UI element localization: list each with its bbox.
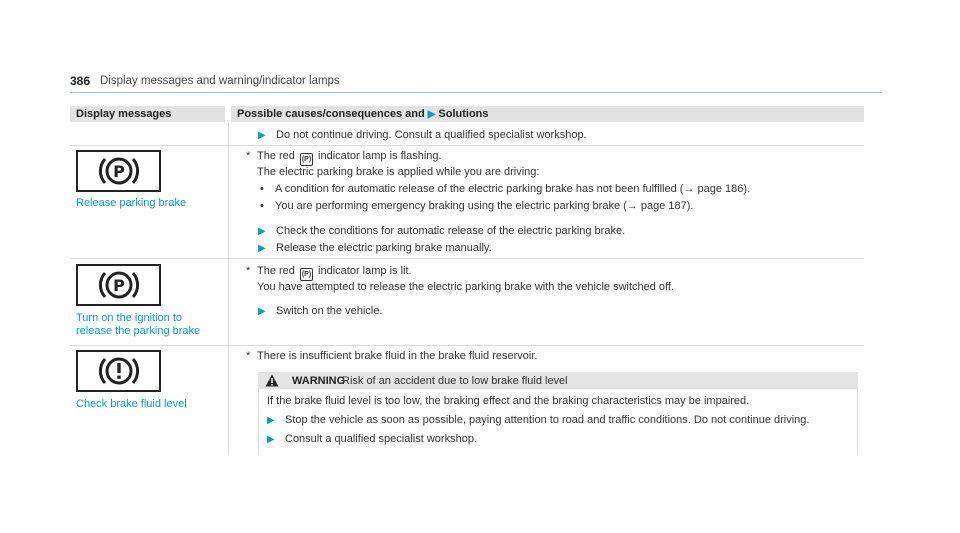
bullet: • <box>260 200 264 212</box>
parking-indicator-icon: (P) <box>300 268 313 281</box>
description-text: You have attempted to release the electric parking brake with the vehicle switched off. <box>257 281 675 293</box>
brake-fluid-exclamation-icon <box>76 350 161 392</box>
asterisk: * <box>246 350 251 362</box>
cause-pre: The red <box>257 150 295 162</box>
column-header-display-messages: Display messages <box>70 106 225 122</box>
column-header-causes <box>231 106 864 122</box>
step-arrow-icon: ▶ <box>267 415 275 426</box>
cause-pre: The red <box>257 265 295 277</box>
cause-text: There is insufficient brake fluid in the brake fluid reservoir. <box>257 350 538 362</box>
svg-text:P: P <box>112 276 125 295</box>
cause-post: indicator lamp is lit. <box>318 265 412 277</box>
row-separator <box>70 258 864 259</box>
warning-text: If the brake fluid level is too low, the braking effect and the braking characteristics may be impaired. <box>267 395 750 407</box>
step-arrow-icon: ▶ <box>258 243 266 254</box>
bullet-text: A condition for automatic release of the electric parking brake has not been fulfilled (→ page 186). <box>275 183 751 195</box>
asterisk: * <box>246 150 251 162</box>
message-label-turn-on-ignition <box>76 312 200 338</box>
message-label-release-parking-brake: Release parking brake <box>76 197 187 209</box>
bullet-text: You are performing emergency braking using the electric parking brake (→ page 187). <box>275 200 694 212</box>
arrow-right-icon: ▶ <box>427 109 436 120</box>
column-header-causes-text: Possible causes/consequences and <box>237 108 425 120</box>
page-header <box>70 74 882 93</box>
bullet: • <box>260 183 264 195</box>
cause-post: indicator lamp is flashing. <box>318 150 442 162</box>
warning-title: Risk of an accident due to low brake fluid level <box>342 375 568 387</box>
step-text: Release the electric parking brake manually. <box>276 242 492 254</box>
step-arrow-icon: ▶ <box>258 306 266 317</box>
step-arrow-icon: ▶ <box>267 434 275 445</box>
parking-brake-p-icon <box>76 264 161 306</box>
asterisk: * <box>246 265 251 277</box>
row-separator <box>70 145 864 146</box>
warning-label: WARNING <box>292 375 346 387</box>
warning-triangle-icon <box>265 374 279 387</box>
message-label-line: release the parking brake <box>76 325 201 337</box>
step-arrow-icon: ▶ <box>258 130 266 141</box>
step-text: Do not continue driving. Consult a qualified specialist workshop. <box>276 129 587 141</box>
parking-indicator-icon: (P) <box>300 153 313 166</box>
page-number: 386 <box>70 74 91 88</box>
step-arrow-icon: ▶ <box>258 226 266 237</box>
parking-brake-p-icon <box>76 150 161 192</box>
column-divider <box>228 122 229 455</box>
step-text: Switch on the vehicle. <box>276 305 383 317</box>
step-text: Stop the vehicle as soon as possible, paying attention to road and traffic conditions. Do not continue driving. <box>285 414 810 426</box>
svg-text:P: P <box>112 162 125 181</box>
description-text: The electric parking brake is applied while you are driving: <box>257 166 540 178</box>
row-separator <box>70 345 864 346</box>
column-header-solutions-text: Solutions <box>438 108 489 120</box>
message-label-line: Turn on the ignition to <box>76 312 182 324</box>
step-text: Consult a qualified specialist workshop. <box>285 433 477 445</box>
cause-text <box>257 150 442 166</box>
step-text: Check the conditions for automatic release of the electric parking brake. <box>276 225 626 237</box>
page-title: Display messages and warning/indicator lamps <box>100 75 340 87</box>
message-label-check-brake-fluid: Check brake fluid level <box>76 398 187 410</box>
cause-text <box>257 265 412 281</box>
